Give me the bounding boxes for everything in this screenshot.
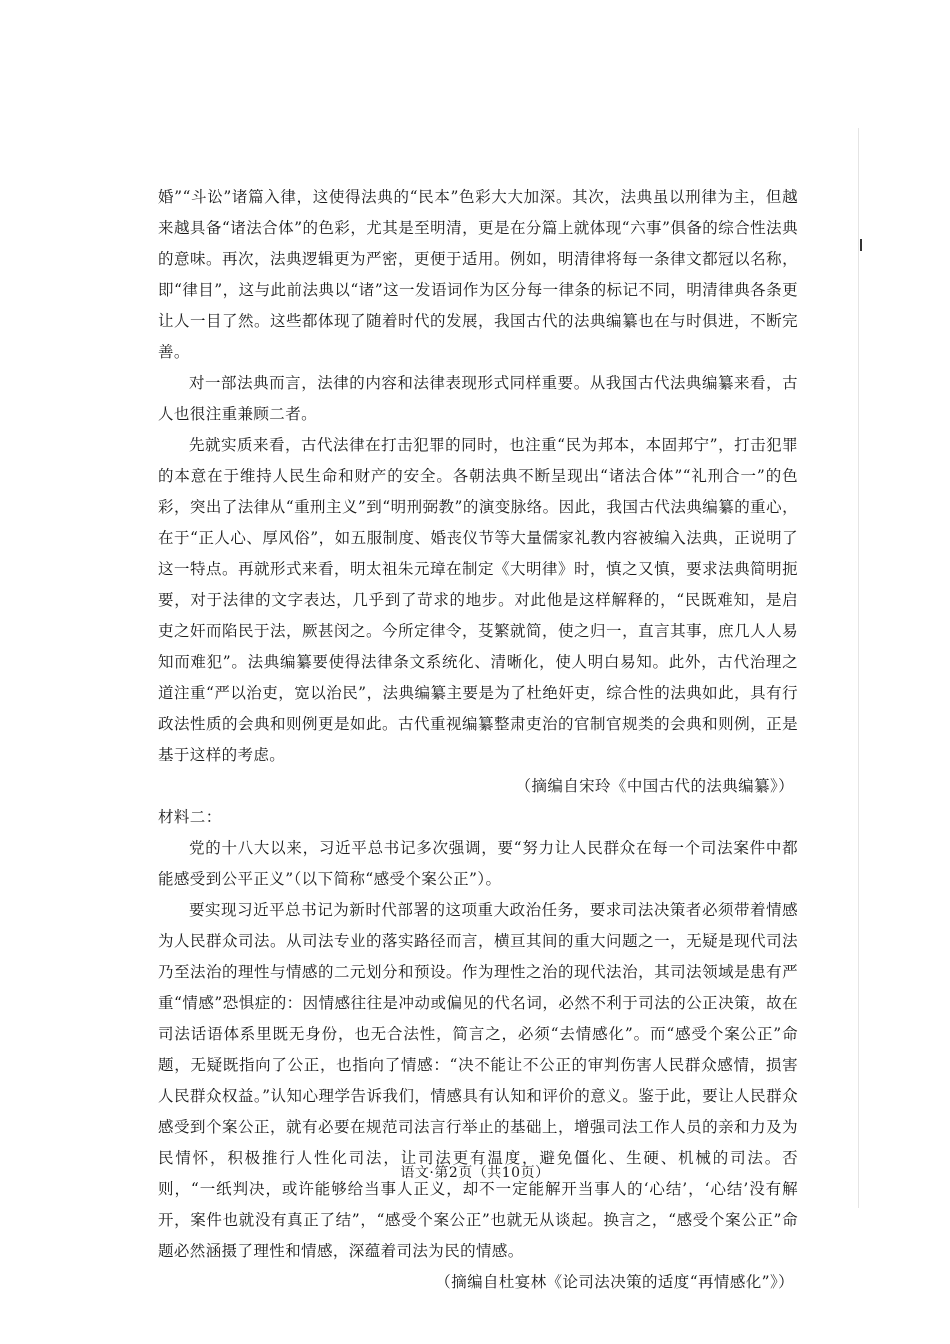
material-2-label: 材料二： <box>158 808 222 826</box>
paragraph: 先就实质来看，古代法律在打击犯罪的同时，也注重“民为邦本，本固邦宁”，打击犯罪的本意在于维持人民生命和财产的安全。各朝法典不断呈现出“诸法合体”“礼刑合一”的色彩，突出了法律从“重刑主义”到“明刑弼教”的演变脉络。因此，我国古代法典编纂的重心，在于“正人心、厚风俗”，如五服制度、婚丧仪节等大量儒家礼教内容被编入法典，正说明了这一特点。再就形式来看，明太祖朱元璋在制定《大明律》时，慎之又慎，要求法典简明扼要，对于法律的文字表达，几乎到了苛求的地步。对此他是这样解释的，“民既难知，是启吏之奸而陷民于法，厥甚闵之。今所定律令，芟繁就简，使之归一，直言其事，庶几人人易知而难犯”。法典编纂要使得法律条文系统化、清晰化，使人明白易知。此外，古代治理之道注重“严以治吏，宽以治民”，法典编纂主要是为了杜绝奸吏，综合性的法典如此，具有行政法性质的会典和则例更是如此。古代重视编纂整肃吏治的官制官规类的会典和则例，正是基于这样的考虑。 <box>158 436 798 764</box>
source-citation-2: （摘编自杜宴林《论司法决策的适度“再情感化”》） <box>435 1273 794 1291</box>
paragraph: 要实现习近平总书记为新时代部署的这项重大政治任务，要求司法决策者必须带着情感为人民群众司法。从司法专业的落实路径而言，横亘其间的重大问题之一，无疑是现代司法乃至法治的理性与情感的二元划分和预设。作为理性之治的现代法治，其司法领域是患有严重“情感”恐惧症的：因情感往往是冲动或偏见的代名词，必然不利于司法的公正决策，故在司法话语体系里既无身份，也无合法性，简言之，必须“去情感化”。而“感受个案公正”命题，无疑既指向了公正，也指向了情感：“决不能让不公正的审判伤害人民群众感情，损害人民群众权益。”认知心理学告诉我们，情感具有认知和评价的意义。鉴于此，要让人民群众感受到个案公正，就有必要在规范司法言行举止的基础上，增强司法工作人员的亲和力及为民情怀，积极推行人性化司法，让司法更有温度，避免僵化、生硬、机械的司法。否则，“一纸判决，或许能够给当事人正义，却不一定能解开当事人的‘心结’，‘心结’没有解开，案件也就没有真正了结”，“感受个案公正”也就无从谈起。换言之，“感受个案公正”命题必然涵摄了理性和情感，深蕴着司法为民的情感。 <box>158 901 798 1260</box>
paragraph: 对一部法典而言，法律的内容和法律表现形式同样重要。从我国古代法典编纂来看，古人也很注重兼顾二者。 <box>158 374 798 423</box>
scan-edge-mark <box>860 239 862 251</box>
scan-edge-line <box>858 128 859 1208</box>
paragraph: 党的十八大以来，习近平总书记多次强调，要“努力让人民群众在每一个司法案件中都能感受到公平正义”（以下简称“感受个案公正”）。 <box>158 839 798 888</box>
document-body <box>158 182 798 1298</box>
source-citation-1: （摘编自宋玲《中国古代的法典编纂》） <box>515 777 794 795</box>
page-footer: 语文·第2页（共10页） <box>400 1165 550 1181</box>
paragraph-continued: 婚”“斗讼”诸篇入律，这使得法典的“民本”色彩大大加深。其次，法典虽以刑律为主，但越来越具备“诸法合体”的色彩，尤其是至明清，更是在分篇上就体现“六事”俱备的综合性法典的意味。再次，法典逻辑更为严密，更便于适用。例如，明清律将每一条律文都冠以名称，即“律目”，这与此前法典以“诸”这一发语词作为区分每一律条的标记不同，明清律典各条更让人一目了然。这些都体现了随着时代的发展，我国古代的法典编纂也在与时俱进，不断完善。 <box>158 188 798 361</box>
